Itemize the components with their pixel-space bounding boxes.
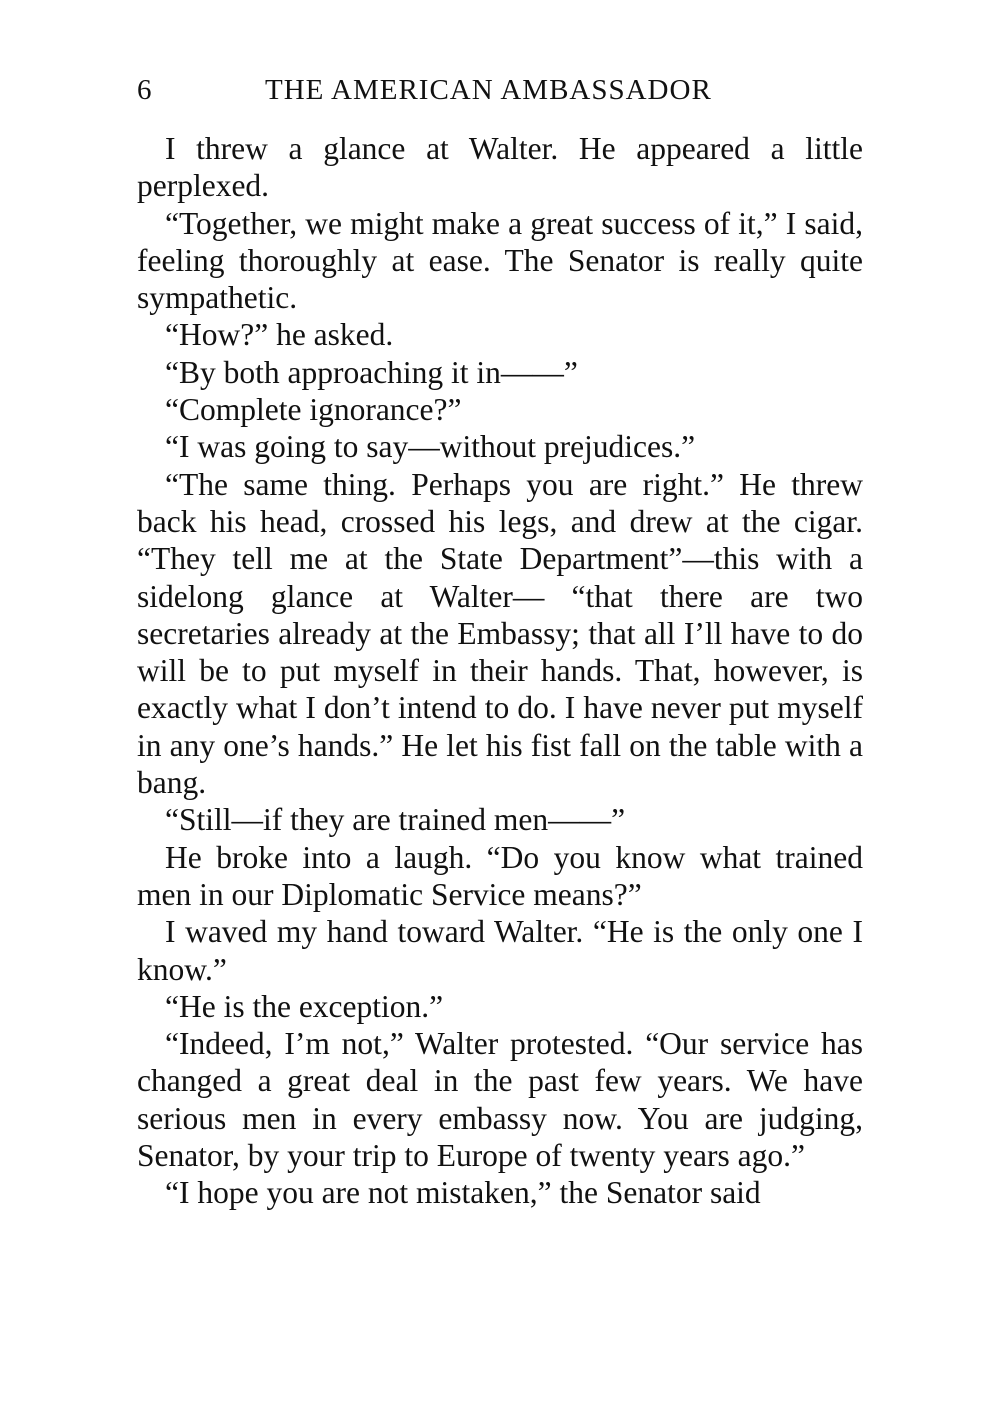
paragraph: He broke into a laugh. “Do you know what trained men in our Diplomatic Service means?” bbox=[137, 839, 863, 912]
paragraph: I waved my hand toward Walter. “He is the only one I know.” bbox=[137, 914, 863, 987]
paragraph: “I hope you are not mistaken,” the Senator said bbox=[165, 1175, 761, 1211]
running-head bbox=[137, 70, 863, 110]
paragraph: I threw a glance at Walter. He appeared a little perplexed. bbox=[137, 131, 863, 204]
running-head-title: THE AMERICAN AMBASSADOR bbox=[265, 74, 712, 106]
paragraph: “Indeed, I’m not,” Walter protested. “Our service has changed a great deal in the past few years. We have serious men in every embassy now. You are judging, Senator, by your trip to Europe of twenty years ago.” bbox=[137, 1026, 863, 1174]
paragraph: “Complete ignorance?” bbox=[165, 392, 462, 428]
paragraph: “Together, we might make a great success of it,” I said, feeling thoroughly at ease. The Senator is really quite sympathetic. bbox=[137, 205, 863, 316]
paragraph: “By both approaching it in——” bbox=[165, 354, 578, 390]
paragraph: “Still—if they are trained men——” bbox=[165, 802, 626, 838]
body-text bbox=[137, 130, 863, 1212]
paragraph: “How?” he asked. bbox=[165, 317, 394, 353]
paragraph: “He is the exception.” bbox=[165, 988, 444, 1024]
paragraph: “The same thing. Perhaps you are right.” He threw back his head, crossed his legs, and drew at the cigar. “They tell me at the State Department”—this with a sidelong glance at Walter— “that there are two secretaries already at the Embassy; that all I’ll have to do will be to put myself in their hands. That, however, is exactly what I don’t intend to do. I have never put myself in any one’s hands.” He let his fist fall on the table with a bang. bbox=[137, 466, 863, 801]
page-number: 6 bbox=[137, 74, 153, 106]
paragraph: “I was going to say—without prejudices.” bbox=[165, 429, 696, 465]
